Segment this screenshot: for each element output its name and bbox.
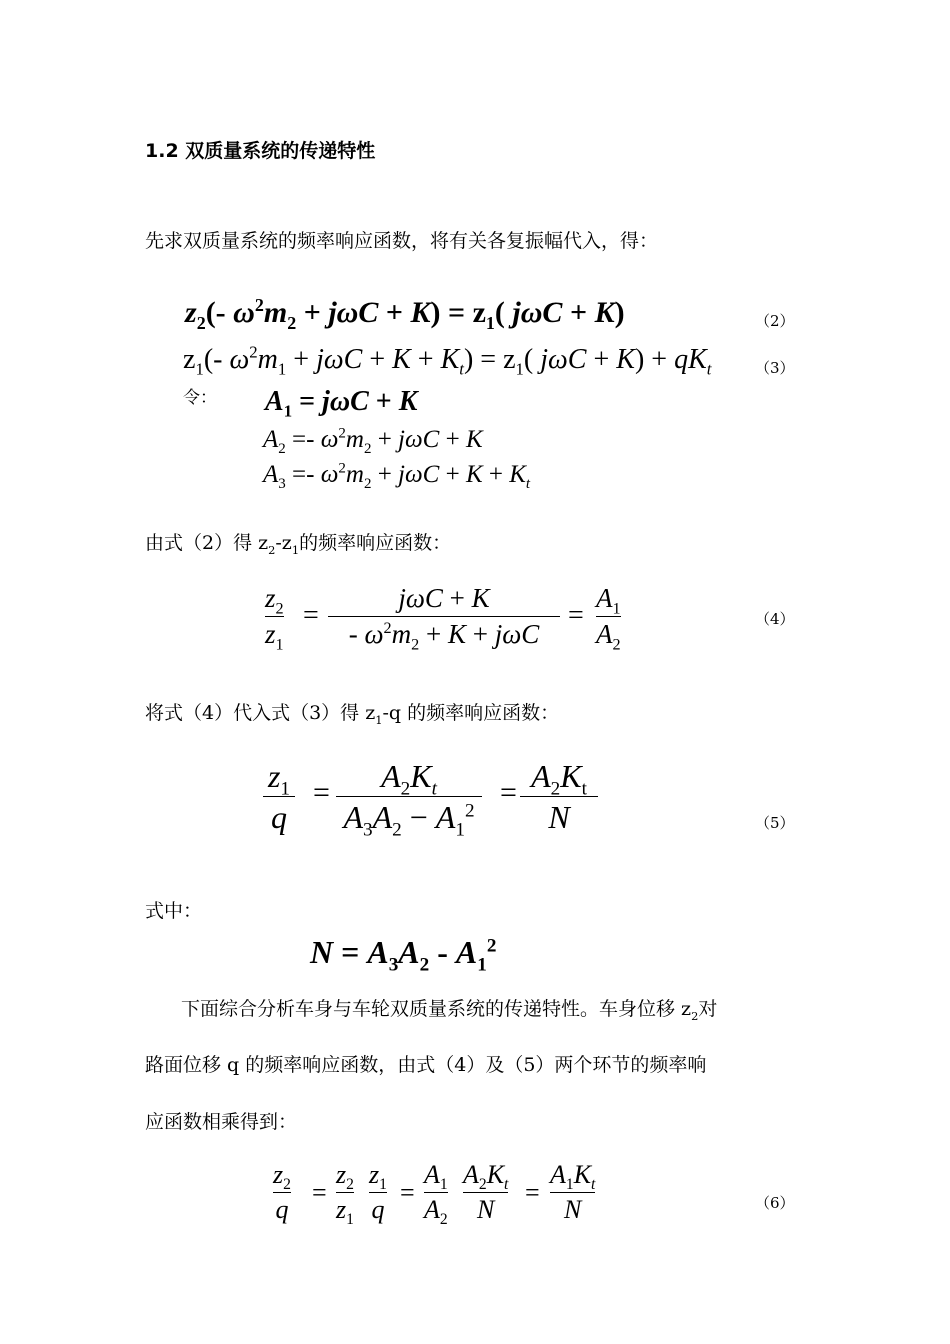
definition-a3: $A_3 =- \omega^2m_2 + j\omega C + K + K_t$ (263, 460, 531, 492)
section-heading: 1.2 双质量系统的传递特性 (145, 140, 376, 162)
definition-a2: $A_2 =- \omega^2m_2 + j\omega C + K$ (263, 425, 483, 457)
equation-5-frac-z: $z_1$ q (263, 760, 295, 833)
definition-n: $N = A_3A_2 - A_1^2$ (310, 934, 497, 976)
equation-6-frac-a1kt: $A_1K_t$ N (550, 1160, 596, 1224)
equation-4-eq2: = (568, 600, 584, 631)
text-from-eq2: 由式（2）得 $z_2-z_1$的频率响应函数： (145, 532, 452, 557)
equation-6-frac-z2q: $z_2$ q (273, 1160, 291, 1224)
where-label: 式中： (145, 900, 203, 922)
equation-4-frac-main: jωC + K - $\omega^2m_2 + K + j\omega C$ (328, 585, 560, 648)
equation-3-number: （3） (755, 359, 795, 377)
equation-6-frac-z1q: $z_1$ q (369, 1160, 387, 1224)
equation-5-frac-n: $A_2K_t$ N (520, 760, 598, 833)
equation-5-eq2: = (500, 776, 517, 809)
text-subst-eq4: 将式（4）代入式（3）得 $z_1-q$ 的频率响应函数： (145, 702, 560, 727)
equation-6-frac-a2kt: $A_2K_t$ N (463, 1160, 509, 1224)
equation-4-number: （4） (755, 610, 795, 628)
equation-4-frac-a: $A_1$ $A_2$ (596, 583, 621, 654)
equation-6-number: （6） (755, 1194, 795, 1212)
equation-3: $z_1(-$ $\omega^2m_1 + j\omega C + K + K_t) = z_1$( $j\omega C + K) + qK_t$ (183, 342, 712, 379)
equation-5-eq1: = (313, 776, 330, 809)
paragraph-line-2: 路面位移 q 的频率响应函数，由式（4）及（5）两个环节的频率响 (145, 1054, 707, 1076)
definition-a1: $A_1 = j\omega C + K$ (265, 386, 418, 421)
paragraph-line-3: 应函数相乘得到： (145, 1111, 298, 1133)
intro-text: 先求双质量系统的频率响应函数，将有关各复振幅代入，得： (145, 230, 659, 252)
equation-6-eq1: = (312, 1178, 327, 1207)
equation-6-eq2: = (400, 1178, 415, 1207)
equation-4-eq1: = (303, 600, 319, 631)
equation-4-frac-z: $z_2$ $z_1$ (265, 583, 284, 654)
equation-2: $z_2(-$ $\omega^2m_2 + j\omega C + K) = z_1$( jωC + K) (185, 295, 625, 333)
equation-6-eq3: = (525, 1178, 540, 1207)
paragraph-line-1: 下面综合分析车身与车轮双质量系统的传递特性。车身位移 $z_2$对 (181, 998, 718, 1023)
equation-5-number: （5） (755, 814, 795, 832)
let-label: 令： (183, 388, 217, 408)
equation-5-frac-main: $A_2K_t$ $A_3A_2 - A_1^2$ (336, 760, 482, 833)
equation-6-frac-a1a2: $A_1$ $A_2$ (424, 1160, 448, 1229)
equation-6-frac-z2z1: $z_2$ $z_1$ (336, 1160, 354, 1229)
equation-2-number: （2） (755, 312, 795, 330)
